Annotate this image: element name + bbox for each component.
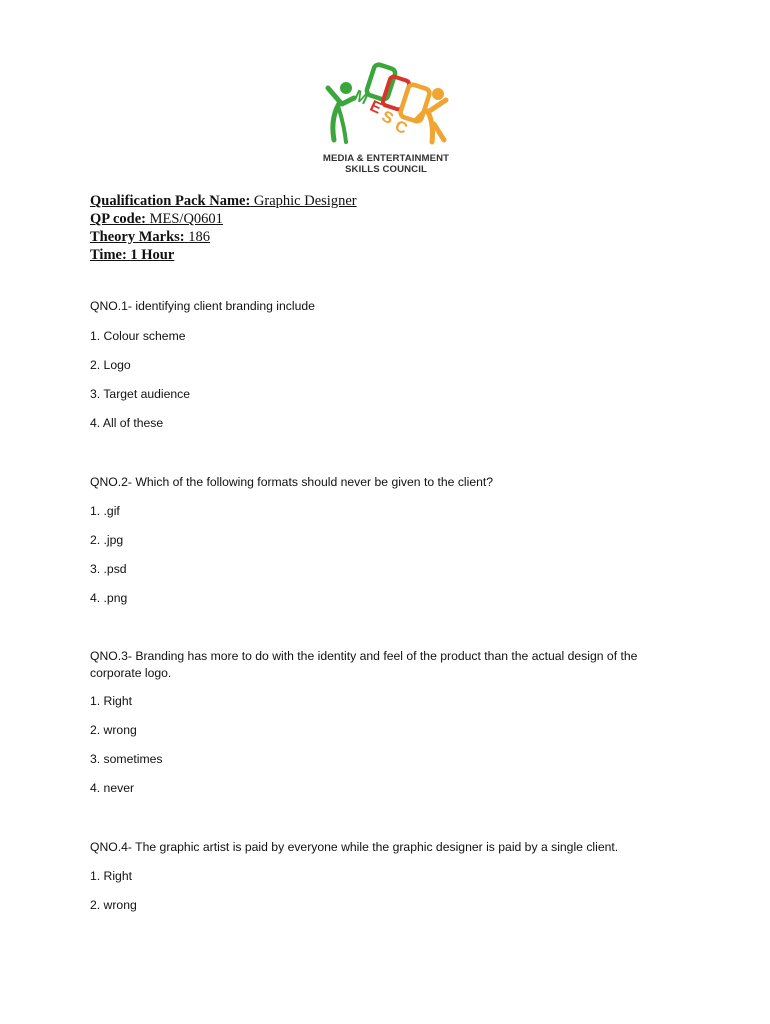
logo-letter-s: S <box>378 108 396 129</box>
qp-code-line <box>90 210 357 228</box>
qp-code-label: QP code: <box>90 211 146 227</box>
option-item: 1. .gif <box>90 504 120 518</box>
time-label: Time: 1 Hour <box>90 247 175 263</box>
question-text: QNO.1- identifying client branding include <box>90 299 315 313</box>
option-item: 1. Colour scheme <box>90 329 186 343</box>
option-item: 2. Logo <box>90 358 131 372</box>
exam-header <box>90 192 357 264</box>
logo-letter-m: M <box>351 87 371 109</box>
mesc-logo-mark <box>320 58 452 148</box>
question-2 <box>90 474 680 605</box>
option-item: 3. Target audience <box>90 387 191 401</box>
option-item: 2. .jpg <box>90 533 124 547</box>
logo-letter-c: C <box>392 117 410 139</box>
theory-marks-label: Theory Marks: <box>90 229 185 245</box>
qp-code-value: MES/Q0601 <box>149 211 223 227</box>
option-item: 3. .psd <box>90 562 127 576</box>
option-item: 4. All of these <box>90 416 164 430</box>
option-item: 3. sometimes <box>90 752 163 766</box>
theory-marks-value: 186 <box>188 229 211 245</box>
theory-marks-line <box>90 228 357 246</box>
logo-caption-line1: MEDIA & ENTERTAINMENT <box>322 153 450 164</box>
option-item: 2. wrong <box>90 898 137 912</box>
qualification-pack-value: Graphic Designer <box>253 193 357 209</box>
logo-letter-e: E <box>367 97 384 118</box>
logo-caption <box>316 153 456 175</box>
question-3 <box>90 648 680 795</box>
question-4 <box>90 839 680 912</box>
option-item: 2. wrong <box>90 723 137 737</box>
question-text: QNO.4- The graphic artist is paid by everyone while the graphic designer is paid by a single client. <box>90 840 619 854</box>
qualification-pack-label: Qualification Pack Name: <box>90 193 251 209</box>
option-item: 1. Right <box>90 694 133 708</box>
logo-caption-line2: SKILLS COUNCIL <box>345 164 427 175</box>
time-line <box>90 246 357 264</box>
question-text: QNO.3- Branding has more to do with the identity and feel of the product than the actual design of the corporate logo. <box>90 649 638 680</box>
option-item: 1. Right <box>90 869 133 883</box>
mesc-logo <box>316 58 456 178</box>
option-item: 4. .png <box>90 591 128 605</box>
option-item: 4. never <box>90 781 135 795</box>
qualification-pack-line <box>90 192 357 210</box>
question-1 <box>90 298 680 430</box>
question-text: QNO.2- Which of the following formats should never be given to the client? <box>90 475 494 489</box>
